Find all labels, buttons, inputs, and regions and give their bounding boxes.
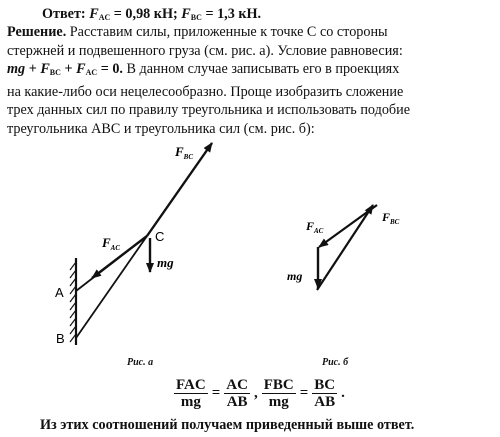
label-f-bc-b: $F_{BC}$ (382, 210, 400, 226)
caption-figure-a: Рис. а (127, 357, 154, 368)
f-bc-value: = 1,3 кН. (201, 6, 262, 22)
fraction-fbc-mg: $\frac{\text{FBC}}{mg}$ (263, 377, 294, 410)
figure-a (55, 143, 212, 346)
triangle-f-ac-arrow (317, 205, 373, 290)
label-mg-b: mg (287, 269, 303, 283)
label-f-ac-b: $F_{AC}$ (306, 219, 324, 235)
fraction-bc-ab: $\frac{BC}{AB}$ (314, 377, 336, 410)
label-point-c: C (155, 229, 165, 244)
label-point-b: B (56, 331, 65, 346)
f-ac-symbol: F (89, 6, 99, 22)
force-diagrams (0, 118, 500, 378)
label-mg-a: mg (157, 255, 174, 270)
solution-line-4: на какие-либо оси нецелесообразно. Проще изобразить сложение (7, 83, 404, 100)
caption-figure-b: Рис. б (322, 357, 349, 368)
f-bc-symbol: F (181, 6, 191, 22)
equilibrium-equation-line: mg + $F_{BC} + F_{AC} = 0$. В данном случае записывать его в проекциях (7, 61, 400, 77)
answer-label: Ответ: (42, 6, 86, 22)
solution-line-1: Решение. Расставим силы, приложенные к точке C со стороны (7, 24, 388, 40)
figure-b (287, 205, 400, 290)
label-f-bc: $F_{BC}$ (175, 144, 194, 161)
triangle-f-bc-arrow (319, 205, 377, 247)
force-f-ac-arrow (92, 236, 147, 278)
fraction-ac-ab: $\frac{AC}{AB}$ (226, 377, 248, 410)
label-f-ac: $F_{AC}$ (102, 235, 121, 252)
f-ac-value: = 0,98 кН; (110, 6, 178, 22)
similarity-formula: $\frac{\text{FAC}}{mg}$ = $\frac{AC}{AB}$ , $\frac{\text{FBC}}{mg}$ = $\frac{BC}{AB}$ . (176, 377, 345, 410)
conclusion-line: Из этих соотношений получаем приведенный выше ответ. (40, 417, 415, 433)
solution-line-2: стержней и подвешенного груза (см. рис. а). Условие равновесия: (7, 42, 403, 59)
solution-line-6: треугольника ABC и треугольника сил (см. рис. б): (7, 120, 315, 137)
solution-label: Решение. (7, 24, 67, 40)
label-point-a: A (55, 285, 64, 300)
f-bc-subscript: BC (190, 13, 202, 22)
fraction-fac-mg: $\frac{\text{FAC}}{mg}$ (176, 377, 206, 410)
f-ac-subscript: AC (98, 13, 111, 22)
solution-line-5: трех данных сил по правилу треугольника и использовать подобие (7, 102, 411, 118)
